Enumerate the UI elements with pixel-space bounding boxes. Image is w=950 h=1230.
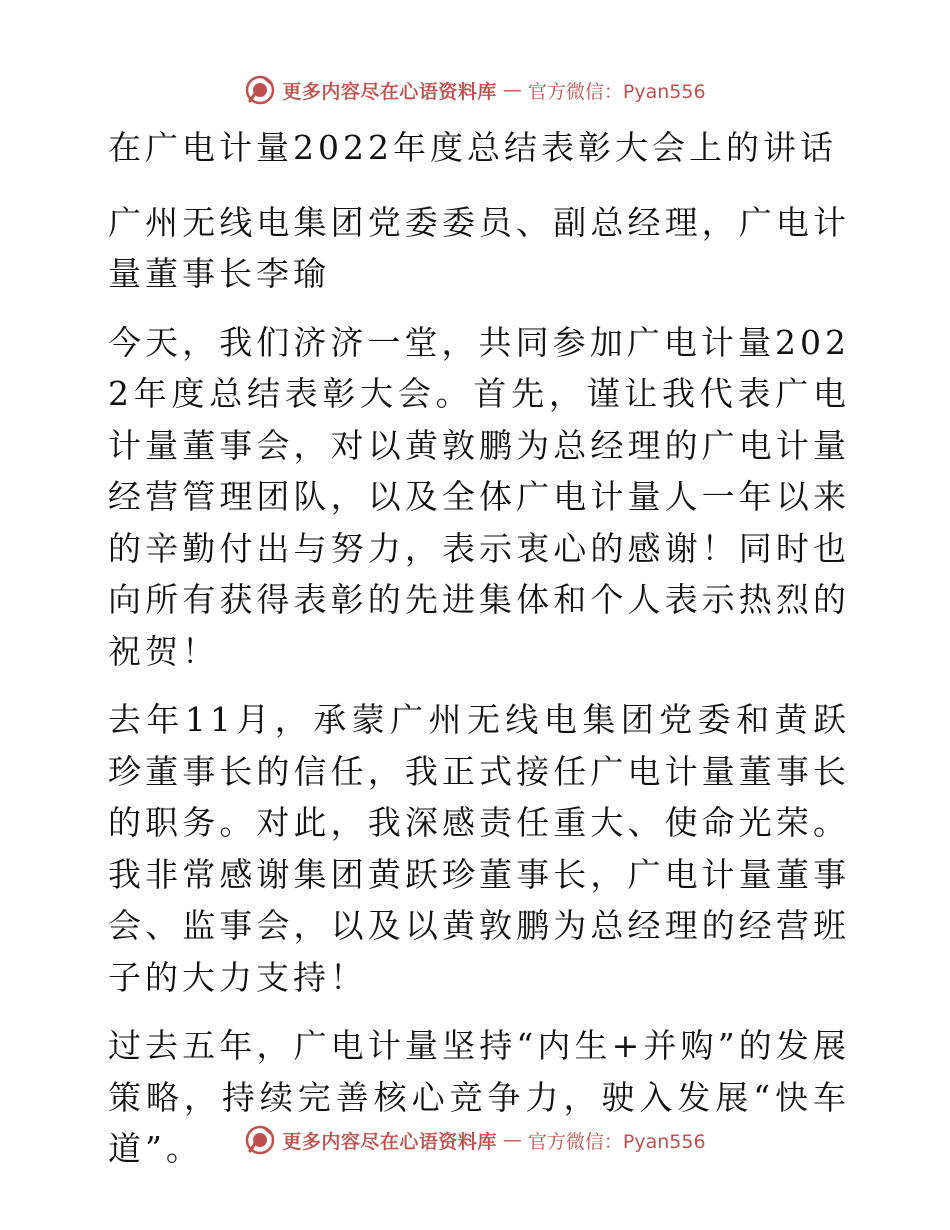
logo-icon (244, 1124, 276, 1156)
paragraph-3: 过去五年，广电计量坚持“内生+并购”的发展策略，持续完善核心竞争力，驶入发展“快车道”。 (108, 1026, 850, 1168)
watermark-text: 更多内容尽在心语资料库 (282, 1130, 497, 1153)
watermark-text: 更多内容尽在心语资料库 (282, 80, 497, 103)
document-body (98, 122, 850, 1192)
paragraph-1: 今天，我们济济一堂，共同参加广电计量2022年度总结表彰大会。首先，谨让我代表广电计量董事会，对以黄敦鹏为总经理的广电计量经营管理团队，以及全体广电计量人一年以来的辛勤付出与努力，表示衷心的感谢！同时也向所有获得表彰的先进集体和个人表示热烈的祝贺！ (108, 322, 850, 671)
document-title: 在广电计量2022年度总结表彰大会上的讲话 (108, 128, 837, 167)
paragraph-2: 去年11月，承蒙广州无线电集团党委和黄跃珍董事长的信任，我正式接任广电计量董事长的职务。对此，我深感责任重大、使命光荣。我非常感谢集团黄跃珍董事长，广电计量董事会、监事会，以及以黄敦鹏为总经理的经营班子的大力支持！ (108, 700, 850, 997)
watermark-account: 官方微信：Pyan556 (527, 1130, 706, 1153)
watermark-account: 官方微信：Pyan556 (527, 80, 706, 103)
header-watermark (0, 70, 950, 110)
watermark-dash: — (502, 79, 522, 101)
footer-watermark (0, 1120, 950, 1160)
logo-icon (244, 74, 276, 106)
speaker-line: 广州无线电集团党委委员、副总经理，广电计量董事长李瑜 (108, 202, 850, 293)
watermark-dash: — (502, 1129, 522, 1151)
